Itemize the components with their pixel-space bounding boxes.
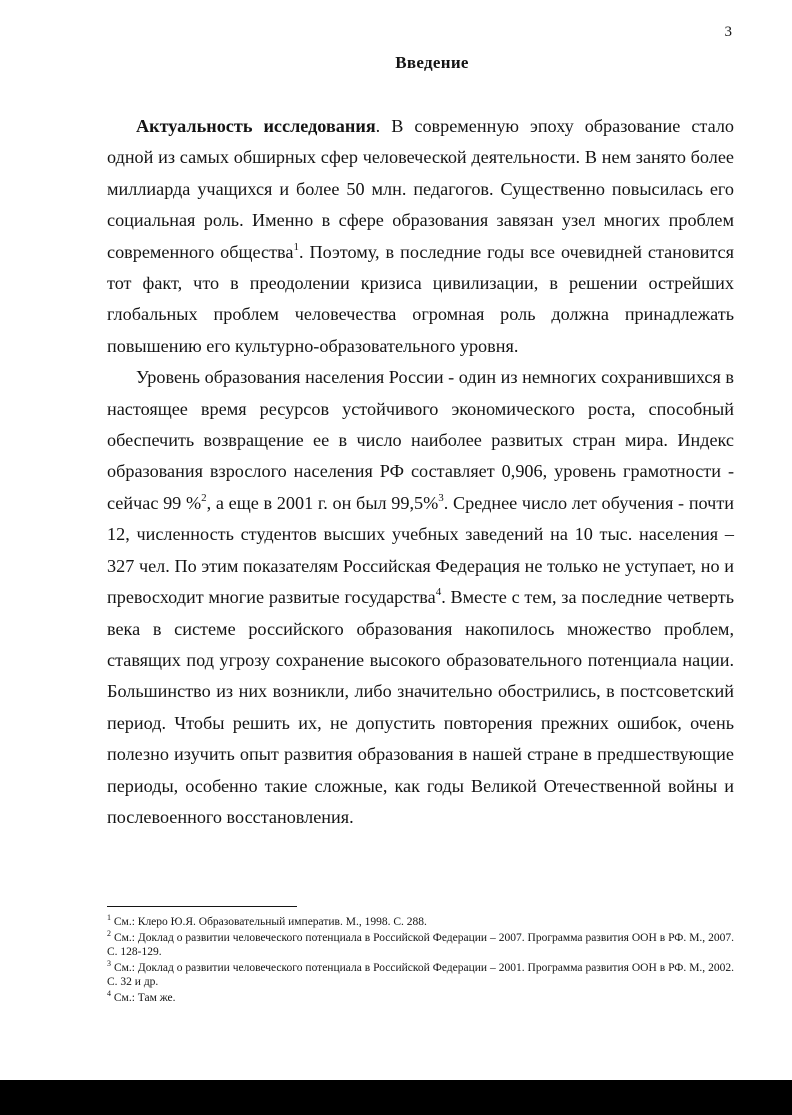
paragraph-relevance	[107, 111, 734, 362]
footnotes	[107, 915, 734, 1006]
paragraph-text: , а еще в 2001 г. он был 99,5%	[206, 492, 439, 513]
paragraph-text: . В современную эпоху образование стало одной из самых обширных сфер человеческой деятельности. В нем занято более миллиарда учащихся и более 50 млн. педагогов. Существенно повысилась его социальная роль. Именно в сфере образования завязан узел многих проблем современного общества	[107, 116, 735, 262]
footnote	[107, 928, 734, 960]
footnote-number: 3	[107, 958, 111, 968]
body-text	[107, 111, 734, 833]
footnote-text: См.: Доклад о развитии человеческого потенциала в Российской Федерации – 2007. Программа развития ООН в РФ. М., 2007. С. 128-129.	[107, 931, 734, 958]
footnote-text: См.: Доклад о развитии человеческого потенциала в Российской Федерации – 2001. Программа развития ООН в РФ. М., 2002. С. 32 и др.	[107, 961, 734, 988]
footnote-text: См.: Клеро Ю.Я. Образовательный императив. М., 1998. С. 288.	[111, 916, 427, 928]
footnote-number: 4	[107, 988, 111, 998]
page-number: 3	[724, 24, 732, 40]
footnote-separator	[107, 906, 297, 907]
footnote	[107, 988, 734, 1006]
paragraph-text: . Поэтому, в последние годы все очевидней становится тот факт, что в преодолении кризиса цивилизации, в решении острейших глобальных проблем человечества огромная роль должна принадлежать повышению его культурно-образовательного уровня.	[107, 241, 734, 356]
paragraph-text: . Среднее число лет обучения - почти 12, численность студентов высших учебных заведений на 10 тыс. населения – 327 чел. По этим показателям Российская Федерация не только не уступает, но и превосходит многие развитые государства	[107, 492, 734, 608]
footnote-ref[interactable]: 1	[293, 240, 299, 253]
footnote-text: См.: Там же.	[111, 991, 176, 1004]
page-title: Введение	[395, 53, 469, 72]
footnote-number: 1	[107, 913, 111, 923]
footnote	[107, 958, 734, 990]
paragraph-education-level	[107, 362, 734, 833]
footnote	[107, 915, 734, 930]
scan-bottom-edge	[0, 1080, 792, 1115]
paragraph-text: Уровень образования населения России - один из немногих сохранившихся в настоящее время ресурсов устойчивого экономического роста, способный обеспечить возвращение ее в число наиболее развитых стран мира. Индекс образования взрослого населения РФ составляет 0,906, уровень грамотности - сейчас 99 %	[107, 367, 734, 513]
footnote-number: 2	[107, 928, 111, 938]
footnote-ref[interactable]: 4	[435, 586, 442, 599]
footnote-ref[interactable]: 3	[438, 491, 444, 504]
footnote-ref[interactable]: 2	[201, 491, 207, 504]
paragraph-text: . Вместе с тем, за последние четверть века в системе российского образования накопилось множество проблем, ставящих под угрозу сохранение высокого образовательного потенциала нации. Большинство из них возникли, либо значительно обострились, в постсоветский период. Чтобы решить их, не допустить повторения прежних ошибок, очень полезно изучить опыт развития образования в нашей стране в предшествующие периоды, особенно такие сложные, как годы Великой Отечественной войны и послевоенного восстановления.	[107, 587, 734, 827]
paragraph-lead: Актуальность исследования	[136, 116, 376, 136]
